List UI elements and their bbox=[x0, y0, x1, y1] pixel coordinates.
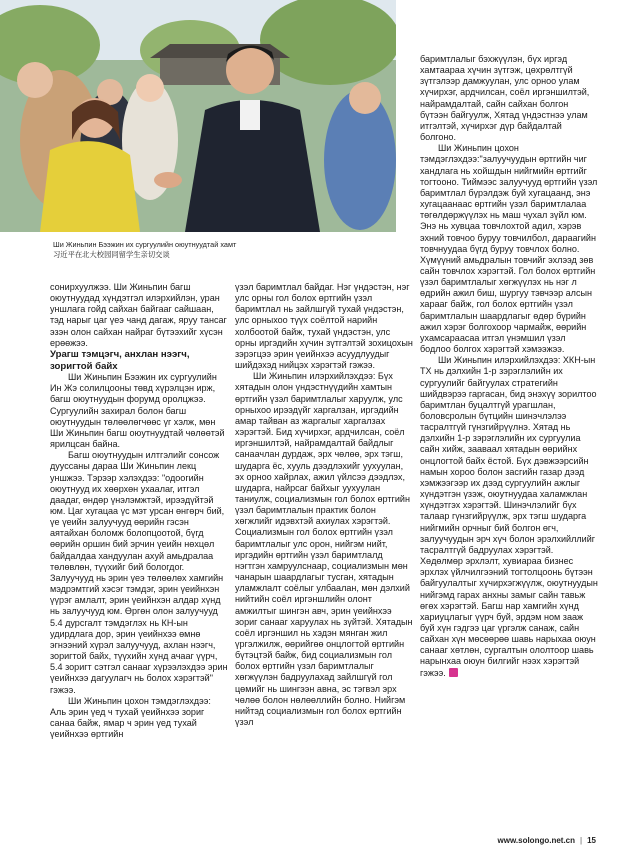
section-heading: Урагш тэмцэгч, анхлан нээгч, зоригтой байх bbox=[50, 348, 190, 372]
page-number: 15 bbox=[587, 836, 596, 845]
paragraph: үзэл баримтлал байдаг. Нэг үндэстэн, нэг улс орны гол болох өртгийн үзэл баримтлал нь зайлшгүй тухай үндэстэн, улс орныхоо түүх соёлтой нарийн холбоотой байж, тухай үндэстэн, улс орны иргэдийн хүчин зүтгэлтэй зохицохын зэрэгцээ эрин үеийнхээ асуудлуудыг шийдэхэд нийцэх хэрэгтэй гэжээ. bbox=[235, 282, 413, 371]
paragraph: сонирхуулжээ. Ши Жиньпин багш оюутнуудад хүндэтгэл илэрхийлэн, уран уншлага гойд сайхан байгааг сайшаан, тэд нарыг цаг үеэ чанд дагаж, яруу тансаг эзэн олон сайхан найраг бүтээхийг хүсэн ерөөжээ. bbox=[50, 282, 227, 348]
article-column-2 bbox=[235, 282, 413, 728]
footer-website: www.solongo.net.cn bbox=[497, 836, 576, 845]
paragraph: Ши Жиньпин илэрхийлэхдээ: Бүх хятадын олон үндэстнүүдийн хамтын өртгийн үзэл баримтлалыг харуулж, улс орныхоо ирээдүйг харгалзан, иргэдийн амар тайван аз жаргалыг харгалзах хэрэгтэй. Бид хүчирхэг, ардчилсан, соёл иргэншилтэй, найрамдалтай байдлыг санаачлан дурдаж, эрх чөлөө, эрх тэгш, шударга ёс, хууль дээдлэхийг уухуулан, эх орноо хайрлах, ажил үйлсээ дээдлэх, шударга, найрсаг байхыг уухуулан таниулж, социализмын гол болох өртгийн үзэл баримтлалын практик болон хөгжлийг идэвхтэй ахиулах хэрэгтэй. Социализмын гол болох өртгийн үзэл баримтлалыг улс орон, нийгэм нийт, иргэдийн өртгийн үзэл баримтлалд нэгтгэн хамруулснаар, социализмын мөн чанарын шаардлагыг тусган, хятадын уламжлалт соёлыг улбаалан, мөн дэлхий нийтийн соёл иргэншлийн олонт амжилтыг шингэн авч, эрин үеийнхээ зориг санааг харуулах нь зүйтэй. Хятадын соёл иргэншил нь хэдэн мянган жил үргэлжилж, өөрийгөө онцлогтой өртгийн бүтэцтэй байж, бид социализмын гол болох өртгийн үзэл баримтлалыг хөгжүүлэн бадруулахад зайлшгүй гол цөмийг нь шингээн авна, эс тэгвэл эрх чөлөө болон нөлөөллийн болно. Нийгэм нийтэд социализмын гол болох өртгийн үзэл bbox=[235, 371, 413, 728]
article-column-1 bbox=[50, 282, 228, 740]
paragraph-text: Ши Жиньпин илэрхийлэхдээ: ХКН-ын ТХ нь дэлхийн 1-р зэрэглэлийн их сургуулийг байгуулах стратегийн шийдвэрээ гаргасан, бид энэхүү зорилтоо баримтлан буцалтгүй урагшлан, боловсролын бүтцийн шинэчлэлээ тасралтгүй гүнзгийрүүлнэ. Хятад нь дэлхийн 1-р зэрэглэлийн их сургуулиа сайн хийж, зааваал хятадын өөрийнх онцлогтой байх ёстой. Бүх дэвжээрсийн намын хороо болон засгийн газар дээд хэмжээгээр их дээд сургуулийн ажлыг хүндэтгэн үзэж, оюутнуудаа халамжлан хүндэтгэх хэрэгтэй. Шинэчлэлийг бүх талаар гүнзгийрүүлж, эрх тэгш шударга нийгмийн орчныг бий болгон өгч, залуучуудын эрч хүч болон эрэлхийллийг тасралтгүй бадруулах хэрэгтэй. Хөдөлмөр эрхлэлт, хувиараа бизнес эрхлэх үйлчилгээний тогтолцоонь бүтээн байгуулалтыг хүчирхэгжүүлж, оюутнуудын нийгэмд гарах анхны замыг сайн тавьж өгөх хэрэгтэй. Багш нар хамгийн хүнд хариуцлагыг үүрч буй, эрдэм ном зааж буй хүн гэдгээ цаг үргэлж санаж, сайн сайхан хүн мөсөөрөө шавь нарыхаа оюун санааг хөтлөн, сургалтын ололтоор шавь нарынхаа оюун билгийг нээх хэрэгтэй гэжээ. bbox=[420, 355, 598, 678]
paragraph-last bbox=[420, 355, 598, 679]
paragraph: Ши Жиньпин Бээжин их сургуулийн Ин Жэ солилцооны төвд хүрэлцэн ирж, багш оюутнуудын форумд оролцжээ. Сургуулийн захирал болон багш оюутнуудын төлөөлөгчөөс үг хэлж, мөн Ши Жиньпин багш оюутнуудтай чөлөөтэй ярилцсан байна. bbox=[50, 372, 225, 450]
footer-separator: | bbox=[580, 836, 583, 845]
article-column-3 bbox=[420, 54, 598, 679]
photo-caption bbox=[53, 240, 383, 260]
paragraph: Ши Жиньпин цохон тэмдэглэхдээ: Аль эрин үед ч тухай үеийнхээ зориг санаа байж, ямар ч эрин үед тухай үеийнхээ өртгийн bbox=[50, 695, 211, 740]
paragraph: Ши Жиньпин цохон тэмдэглэхдээ:"залуучуудын өртгийн чиг хандлага нь хойшдын нийгмийн өртгийг тогтооно. Тиймээс залуучууд өртгийн үзэл баримтлал бүрэлдэж буй хугацаанд, энэ хугацаанаас өртгийн үзэл баримтлалаа төгөлдөржүүлэх нь маш чухал зүйл юм. Энэ нь хувцаа товчлохтой адил, хэрэв эхний товчоо буруу товчилбол, дараагийн товчнуудаа бүгд буруу товчлох болно. Хүмүүний амьдралын товчийг эхлээд зөв сайн товчлох хэрэгтэй. Гол болох өртгийн үзэл баримтлалыг хөгжүүлэх нь нэг л өдрийн ажил биш, шургуу тэвчээр алсын харааг байж, гол болох өртгийн үзэл баримтлалын шаардлагыг өдөр бүрийн ажил хэрэг болгохоор чармайж, өөрийн ухамсараасаа итгэл үнэмшил үзэл бодлоо болгох хэрэгтэй хэмээжээ. bbox=[420, 143, 598, 355]
page-footer bbox=[498, 836, 596, 845]
paragraph: Багш оюутнуудын илтгэлийг сонсож дууссаны дараа Ши Жиньпин лекц уншжээ. Тэрээр хэлэхдээ: "одоогийн оюутнууд их хөөрхөн ухаалаг, итгэл даадаг, өндөр үнэлэмжтэй, ирээдүйтэй юм. Цаг хугацаа үс мэт урсан өнгөрч бий, үе үеийн залуучууд өөрийн гэсэн аятайхан боломж болопцоотой, бүгд өөрийн оршин бий эрчин үеийн нөхцөл байдалдаа хандуулан ахуй амьдралаа төлөвлөн, түүхийг бий бологдог. Залуучууд нь эрин үеэ төлөөлөх хамгийн мэдрэмтгий хэсэг тэмдэг, эрин үеийнхэн үүрэг амлалт, эрин үеийнхэн алдар хүнд нь залуучууд юм. Өргөн олон залуучууд 5.4 дурсгалт тэмдэглэх нь КН-ын удирдлага дор, эрин үеийнхээ өмнө эгнээний хүрэл залуучууд, ахлан нээгч, зоригтой байх, түүхийн хүнд ачааг үүрч, 5.4 зоригт сэтгэл санааг хүрээлэхдээ эрин үеийнхээ дагуулагч нь болох хэрэгтэй" гэжээ. bbox=[50, 450, 228, 695]
photo-illustration bbox=[0, 0, 396, 232]
article-end-mark-icon bbox=[449, 668, 458, 677]
caption-chinese: 习近平在北大校园同留学生亲切交谈 bbox=[53, 250, 170, 259]
news-photo bbox=[0, 0, 396, 232]
paragraph: баримтлалыг бэхжүүлэн, бүх иргэд хамтаараа хүчин зүтгэж, цөхрөлтгүй зүтгэлээр дамжуулан, улс орноо улам хүчирхэг, ардчилсан, соёл иргэншилтэй, найрамдалтай, сайн сайхан болгон бүтээн байгуулж, Хятад үндэстнээ улам итгэлтэй, хүчирхэг дүр байдалтай болгоно. bbox=[420, 54, 590, 143]
caption-mongolian: Ши Жиньпин Бээжин их сургуулийн оюутнуудтай хамт bbox=[53, 240, 237, 249]
